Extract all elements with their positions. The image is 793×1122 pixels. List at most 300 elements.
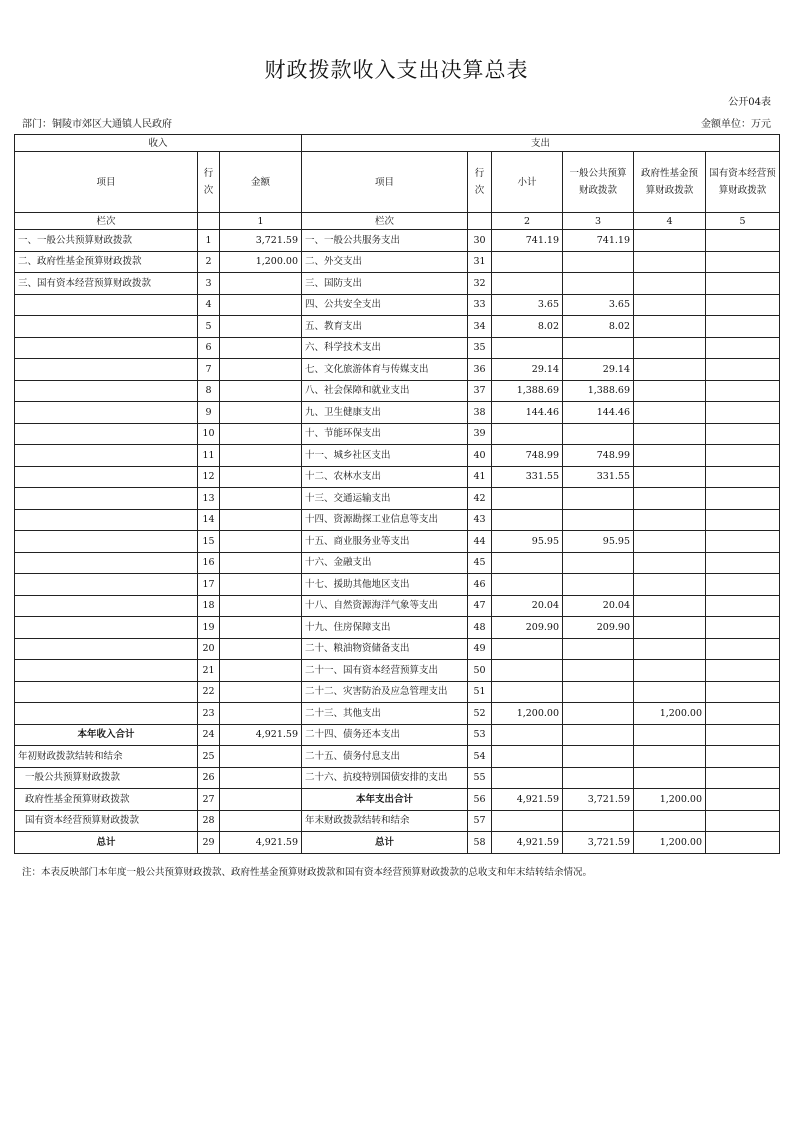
table-row bbox=[15, 574, 780, 596]
state-capital-amount bbox=[706, 832, 780, 854]
expense-subtotal bbox=[492, 488, 563, 510]
general-budget-amount bbox=[563, 767, 634, 789]
expense-item: 十五、商业服务业等支出 bbox=[302, 531, 468, 553]
state-capital-amount bbox=[706, 638, 780, 660]
expense-subtotal: 1,388.69 bbox=[492, 380, 563, 402]
expense-subtotal bbox=[492, 423, 563, 445]
general-budget-amount: 20.04 bbox=[563, 595, 634, 617]
income-item bbox=[15, 595, 198, 617]
table-row bbox=[15, 724, 780, 746]
expense-item: 十七、援助其他地区支出 bbox=[302, 574, 468, 596]
expense-subtotal: 209.90 bbox=[492, 617, 563, 639]
table-row bbox=[15, 423, 780, 445]
expense-line-no: 37 bbox=[468, 380, 492, 402]
gov-fund-amount bbox=[634, 423, 706, 445]
table-row bbox=[15, 746, 780, 768]
expense-line-no: 55 bbox=[468, 767, 492, 789]
income-item bbox=[15, 638, 198, 660]
expense-item: 十一、城乡社区支出 bbox=[302, 445, 468, 467]
income-line-no: 24 bbox=[198, 724, 220, 746]
table-row bbox=[15, 638, 780, 660]
gov-fund-amount bbox=[634, 660, 706, 682]
expense-line-no: 46 bbox=[468, 574, 492, 596]
gov-fund-amount bbox=[634, 445, 706, 467]
gov-fund-header: 政府性基金预算财政拨款 bbox=[634, 152, 706, 213]
income-amount: 1,200.00 bbox=[220, 251, 302, 273]
income-item bbox=[15, 552, 198, 574]
table-row bbox=[15, 294, 780, 316]
income-header: 收入 bbox=[15, 135, 302, 152]
expense-line-no: 48 bbox=[468, 617, 492, 639]
expense-item: 二、外交支出 bbox=[302, 251, 468, 273]
general-budget-amount bbox=[563, 810, 634, 832]
expense-subtotal: 331.55 bbox=[492, 466, 563, 488]
income-amount bbox=[220, 660, 302, 682]
general-budget-amount: 8.02 bbox=[563, 316, 634, 338]
state-capital-amount bbox=[706, 423, 780, 445]
general-budget-amount bbox=[563, 337, 634, 359]
income-line-no: 18 bbox=[198, 595, 220, 617]
income-amount bbox=[220, 810, 302, 832]
expense-header: 支出 bbox=[302, 135, 780, 152]
income-item bbox=[15, 617, 198, 639]
general-budget-amount: 331.55 bbox=[563, 466, 634, 488]
state-capital-amount bbox=[706, 789, 780, 811]
expense-subtotal: 4,921.59 bbox=[492, 832, 563, 854]
income-amount bbox=[220, 294, 302, 316]
state-capital-amount bbox=[706, 724, 780, 746]
income-item bbox=[15, 402, 198, 424]
income-line-no: 12 bbox=[198, 466, 220, 488]
expense-item: 十二、农林水支出 bbox=[302, 466, 468, 488]
income-amount bbox=[220, 574, 302, 596]
income-line-no: 11 bbox=[198, 445, 220, 467]
general-budget-amount bbox=[563, 273, 634, 295]
income-line-no: 3 bbox=[198, 273, 220, 295]
expense-item-header: 项目 bbox=[302, 152, 468, 213]
state-capital-amount bbox=[706, 337, 780, 359]
expense-item: 十四、资源勘探工业信息等支出 bbox=[302, 509, 468, 531]
income-line-no: 1 bbox=[198, 230, 220, 252]
income-item bbox=[15, 359, 198, 381]
state-capital-amount bbox=[706, 359, 780, 381]
income-item: 二、政府性基金预算财政拨款 bbox=[15, 251, 198, 273]
expense-item: 二十、粮油物资储备支出 bbox=[302, 638, 468, 660]
table-row bbox=[15, 531, 780, 553]
expense-subtotal: 741.19 bbox=[492, 230, 563, 252]
gov-fund-amount bbox=[634, 574, 706, 596]
income-amount bbox=[220, 466, 302, 488]
general-budget-amount bbox=[563, 423, 634, 445]
expense-line-no: 44 bbox=[468, 531, 492, 553]
expense-line-no: 47 bbox=[468, 595, 492, 617]
expense-line-no: 33 bbox=[468, 294, 492, 316]
table-row bbox=[15, 681, 780, 703]
expense-line-no: 39 bbox=[468, 423, 492, 445]
income-amount bbox=[220, 316, 302, 338]
table-row bbox=[15, 251, 780, 273]
expense-line-no: 42 bbox=[468, 488, 492, 510]
expense-subtotal: 144.46 bbox=[492, 402, 563, 424]
expense-line-no: 36 bbox=[468, 359, 492, 381]
general-budget-header: 一般公共预算财政拨款 bbox=[563, 152, 634, 213]
income-amount bbox=[220, 595, 302, 617]
general-budget-amount: 29.14 bbox=[563, 359, 634, 381]
table-row bbox=[15, 660, 780, 682]
expense-item: 本年支出合计 bbox=[302, 789, 468, 811]
state-capital-header: 国有资本经营预算财政拨款 bbox=[706, 152, 780, 213]
income-line-no: 13 bbox=[198, 488, 220, 510]
income-line-no: 6 bbox=[198, 337, 220, 359]
gov-fund-amount bbox=[634, 466, 706, 488]
expense-line-no: 38 bbox=[468, 402, 492, 424]
general-budget-amount bbox=[563, 251, 634, 273]
header-row-sections bbox=[15, 135, 780, 152]
income-amount bbox=[220, 273, 302, 295]
expense-subtotal bbox=[492, 337, 563, 359]
expense-item: 八、社会保障和就业支出 bbox=[302, 380, 468, 402]
income-amount bbox=[220, 746, 302, 768]
income-line-no: 19 bbox=[198, 617, 220, 639]
expense-line-no: 30 bbox=[468, 230, 492, 252]
expense-line-no: 51 bbox=[468, 681, 492, 703]
gov-fund-amount bbox=[634, 746, 706, 768]
expense-item: 十八、自然资源海洋气象等支出 bbox=[302, 595, 468, 617]
table-row bbox=[15, 466, 780, 488]
general-budget-amount: 741.19 bbox=[563, 230, 634, 252]
column-no-4: 4 bbox=[634, 213, 706, 230]
income-item bbox=[15, 703, 198, 725]
general-budget-amount bbox=[563, 552, 634, 574]
state-capital-amount bbox=[706, 617, 780, 639]
expense-item: 二十六、抗疫特别国债安排的支出 bbox=[302, 767, 468, 789]
state-capital-amount bbox=[706, 746, 780, 768]
income-amount: 3,721.59 bbox=[220, 230, 302, 252]
table-row bbox=[15, 488, 780, 510]
table-row bbox=[15, 402, 780, 424]
income-line-no: 16 bbox=[198, 552, 220, 574]
table-row bbox=[15, 703, 780, 725]
expense-item: 三、国防支出 bbox=[302, 273, 468, 295]
income-line-no: 17 bbox=[198, 574, 220, 596]
gov-fund-amount bbox=[634, 724, 706, 746]
expense-item: 十九、住房保障支出 bbox=[302, 617, 468, 639]
expense-subtotal: 29.14 bbox=[492, 359, 563, 381]
state-capital-amount bbox=[706, 810, 780, 832]
income-line-no: 26 bbox=[198, 767, 220, 789]
table-row bbox=[15, 595, 780, 617]
income-item bbox=[15, 294, 198, 316]
general-budget-amount bbox=[563, 660, 634, 682]
expense-item: 七、文化旅游体育与传媒支出 bbox=[302, 359, 468, 381]
column-no-5: 5 bbox=[706, 213, 780, 230]
expense-line-no: 32 bbox=[468, 273, 492, 295]
income-item: 一、一般公共预算财政拨款 bbox=[15, 230, 198, 252]
header-row-column-numbers bbox=[15, 213, 780, 230]
expense-subtotal bbox=[492, 660, 563, 682]
state-capital-amount bbox=[706, 531, 780, 553]
gov-fund-amount bbox=[634, 251, 706, 273]
income-item bbox=[15, 660, 198, 682]
expense-line-no: 57 bbox=[468, 810, 492, 832]
expense-item: 四、公共安全支出 bbox=[302, 294, 468, 316]
general-budget-amount bbox=[563, 488, 634, 510]
expense-item: 二十二、灾害防治及应急管理支出 bbox=[302, 681, 468, 703]
expense-subtotal bbox=[492, 509, 563, 531]
gov-fund-amount bbox=[634, 509, 706, 531]
expense-subtotal bbox=[492, 251, 563, 273]
state-capital-amount bbox=[706, 445, 780, 467]
income-item bbox=[15, 337, 198, 359]
state-capital-amount bbox=[706, 273, 780, 295]
income-line-no: 29 bbox=[198, 832, 220, 854]
gov-fund-amount: 1,200.00 bbox=[634, 832, 706, 854]
general-budget-amount: 3,721.59 bbox=[563, 832, 634, 854]
general-budget-amount bbox=[563, 509, 634, 531]
table-row bbox=[15, 230, 780, 252]
income-item bbox=[15, 574, 198, 596]
general-budget-amount bbox=[563, 638, 634, 660]
expense-item: 十三、交通运输支出 bbox=[302, 488, 468, 510]
income-amount bbox=[220, 337, 302, 359]
income-amount bbox=[220, 531, 302, 553]
gov-fund-amount bbox=[634, 531, 706, 553]
expense-line-no: 35 bbox=[468, 337, 492, 359]
state-capital-amount bbox=[706, 316, 780, 338]
subtotal-header: 小计 bbox=[492, 152, 563, 213]
column-no-1: 1 bbox=[220, 213, 302, 230]
income-item: 政府性基金预算财政拨款 bbox=[15, 789, 198, 811]
income-amount bbox=[220, 488, 302, 510]
income-item: 三、国有资本经营预算财政拨款 bbox=[15, 273, 198, 295]
table-row bbox=[15, 810, 780, 832]
income-amount: 4,921.59 bbox=[220, 832, 302, 854]
state-capital-amount bbox=[706, 380, 780, 402]
expense-item: 十六、金融支出 bbox=[302, 552, 468, 574]
income-line-no: 21 bbox=[198, 660, 220, 682]
income-item bbox=[15, 488, 198, 510]
income-amount bbox=[220, 617, 302, 639]
income-amount bbox=[220, 359, 302, 381]
income-line-no: 22 bbox=[198, 681, 220, 703]
gov-fund-amount bbox=[634, 488, 706, 510]
expense-line-no: 45 bbox=[468, 552, 492, 574]
income-item bbox=[15, 509, 198, 531]
gov-fund-amount bbox=[634, 595, 706, 617]
expense-item: 总计 bbox=[302, 832, 468, 854]
gov-fund-amount: 1,200.00 bbox=[634, 789, 706, 811]
gov-fund-amount bbox=[634, 230, 706, 252]
column-no-2: 2 bbox=[492, 213, 563, 230]
state-capital-amount bbox=[706, 294, 780, 316]
income-line-no: 25 bbox=[198, 746, 220, 768]
income-item bbox=[15, 423, 198, 445]
expense-line-header: 行次 bbox=[468, 152, 492, 213]
general-budget-amount: 95.95 bbox=[563, 531, 634, 553]
gov-fund-amount bbox=[634, 316, 706, 338]
gov-fund-amount bbox=[634, 767, 706, 789]
income-item: 本年收入合计 bbox=[15, 724, 198, 746]
expense-subtotal: 748.99 bbox=[492, 445, 563, 467]
income-amount bbox=[220, 681, 302, 703]
general-budget-amount: 748.99 bbox=[563, 445, 634, 467]
income-line-no: 23 bbox=[198, 703, 220, 725]
state-capital-amount bbox=[706, 767, 780, 789]
income-amount bbox=[220, 380, 302, 402]
expense-item: 二十三、其他支出 bbox=[302, 703, 468, 725]
table-row bbox=[15, 509, 780, 531]
fiscal-summary-table bbox=[14, 134, 780, 854]
income-line-no: 28 bbox=[198, 810, 220, 832]
state-capital-amount bbox=[706, 660, 780, 682]
gov-fund-amount bbox=[634, 294, 706, 316]
expense-item: 九、卫生健康支出 bbox=[302, 402, 468, 424]
expense-item: 年末财政拨款结转和结余 bbox=[302, 810, 468, 832]
expense-line-no: 41 bbox=[468, 466, 492, 488]
income-amount: 4,921.59 bbox=[220, 724, 302, 746]
table-row bbox=[15, 617, 780, 639]
state-capital-amount bbox=[706, 402, 780, 424]
gov-fund-amount bbox=[634, 337, 706, 359]
income-amount bbox=[220, 767, 302, 789]
table-row bbox=[15, 359, 780, 381]
income-line-no: 8 bbox=[198, 380, 220, 402]
income-item bbox=[15, 316, 198, 338]
income-item bbox=[15, 531, 198, 553]
income-amount bbox=[220, 402, 302, 424]
state-capital-amount bbox=[706, 595, 780, 617]
state-capital-amount bbox=[706, 574, 780, 596]
expense-line-no: 54 bbox=[468, 746, 492, 768]
footnote: 注：本表反映部门本年度一般公共预算财政拨款、政府性基金预算财政拨款和国有资本经营预算财政拨款的总收支和年末结转结余情况。 bbox=[22, 867, 593, 878]
expense-subtotal bbox=[492, 574, 563, 596]
expense-subtotal bbox=[492, 724, 563, 746]
state-capital-amount bbox=[706, 488, 780, 510]
state-capital-amount bbox=[706, 466, 780, 488]
income-line-header: 行次 bbox=[198, 152, 220, 213]
expense-line-no: 50 bbox=[468, 660, 492, 682]
expense-item: 六、科学技术支出 bbox=[302, 337, 468, 359]
expense-line-no: 43 bbox=[468, 509, 492, 531]
income-line-no: 10 bbox=[198, 423, 220, 445]
state-capital-amount bbox=[706, 251, 780, 273]
expense-subtotal bbox=[492, 681, 563, 703]
general-budget-amount bbox=[563, 574, 634, 596]
form-code: 公开04表 bbox=[728, 97, 771, 108]
general-budget-amount: 1,388.69 bbox=[563, 380, 634, 402]
income-item bbox=[15, 445, 198, 467]
gov-fund-amount bbox=[634, 359, 706, 381]
gov-fund-amount bbox=[634, 402, 706, 424]
income-line-no: 15 bbox=[198, 531, 220, 553]
gov-fund-amount bbox=[634, 617, 706, 639]
gov-fund-amount bbox=[634, 681, 706, 703]
income-item-header: 项目 bbox=[15, 152, 198, 213]
income-line-no: 27 bbox=[198, 789, 220, 811]
income-amount bbox=[220, 789, 302, 811]
expense-item: 二十五、债务付息支出 bbox=[302, 746, 468, 768]
expense-subtotal: 20.04 bbox=[492, 595, 563, 617]
expense-line-no: 52 bbox=[468, 703, 492, 725]
income-line-no: 7 bbox=[198, 359, 220, 381]
expense-subtotal bbox=[492, 273, 563, 295]
state-capital-amount bbox=[706, 703, 780, 725]
general-budget-amount: 144.46 bbox=[563, 402, 634, 424]
gov-fund-amount bbox=[634, 638, 706, 660]
expense-subtotal: 4,921.59 bbox=[492, 789, 563, 811]
expense-subtotal bbox=[492, 810, 563, 832]
income-line-no: 4 bbox=[198, 294, 220, 316]
general-budget-amount: 3.65 bbox=[563, 294, 634, 316]
income-line-no: 20 bbox=[198, 638, 220, 660]
general-budget-amount bbox=[563, 746, 634, 768]
general-budget-amount: 3,721.59 bbox=[563, 789, 634, 811]
state-capital-amount bbox=[706, 552, 780, 574]
income-line-no: 5 bbox=[198, 316, 220, 338]
gov-fund-amount: 1,200.00 bbox=[634, 703, 706, 725]
income-amount bbox=[220, 509, 302, 531]
gov-fund-amount bbox=[634, 552, 706, 574]
expense-subtotal: 8.02 bbox=[492, 316, 563, 338]
table-row bbox=[15, 337, 780, 359]
table-row bbox=[15, 380, 780, 402]
expense-subtotal: 1,200.00 bbox=[492, 703, 563, 725]
table-row bbox=[15, 767, 780, 789]
income-amount bbox=[220, 638, 302, 660]
expense-item: 十、节能环保支出 bbox=[302, 423, 468, 445]
expense-item: 二十一、国有资本经营预算支出 bbox=[302, 660, 468, 682]
income-amount bbox=[220, 703, 302, 725]
income-amount bbox=[220, 423, 302, 445]
table-row bbox=[15, 445, 780, 467]
gov-fund-amount bbox=[634, 810, 706, 832]
table-row bbox=[15, 552, 780, 574]
report-title: 财政拨款收入支出决算总表 bbox=[264, 58, 529, 82]
income-amount bbox=[220, 445, 302, 467]
income-amount bbox=[220, 552, 302, 574]
expense-line-no: 53 bbox=[468, 724, 492, 746]
expense-subtotal bbox=[492, 552, 563, 574]
income-item: 年初财政拨款结转和结余 bbox=[15, 746, 198, 768]
income-item: 一般公共预算财政拨款 bbox=[15, 767, 198, 789]
expense-line-no: 34 bbox=[468, 316, 492, 338]
expense-subtotal bbox=[492, 767, 563, 789]
income-line-no: 9 bbox=[198, 402, 220, 424]
income-item bbox=[15, 681, 198, 703]
general-budget-amount bbox=[563, 724, 634, 746]
gov-fund-amount bbox=[634, 380, 706, 402]
table-row bbox=[15, 273, 780, 295]
expense-item: 一、一般公共服务支出 bbox=[302, 230, 468, 252]
expense-subtotal: 3.65 bbox=[492, 294, 563, 316]
column-no-label: 栏次 bbox=[15, 213, 198, 230]
expense-line-no: 31 bbox=[468, 251, 492, 273]
expense-line-no: 58 bbox=[468, 832, 492, 854]
income-line-no: 14 bbox=[198, 509, 220, 531]
column-no-3: 3 bbox=[563, 213, 634, 230]
column-no-label: 栏次 bbox=[302, 213, 468, 230]
expense-line-no: 49 bbox=[468, 638, 492, 660]
income-line-no: 2 bbox=[198, 251, 220, 273]
expense-subtotal bbox=[492, 746, 563, 768]
amount-unit-label: 金额单位：万元 bbox=[701, 119, 771, 130]
table-row bbox=[15, 789, 780, 811]
expense-subtotal bbox=[492, 638, 563, 660]
expense-item: 二十四、债务还本支出 bbox=[302, 724, 468, 746]
expense-item: 五、教育支出 bbox=[302, 316, 468, 338]
income-item: 总计 bbox=[15, 832, 198, 854]
income-item bbox=[15, 380, 198, 402]
